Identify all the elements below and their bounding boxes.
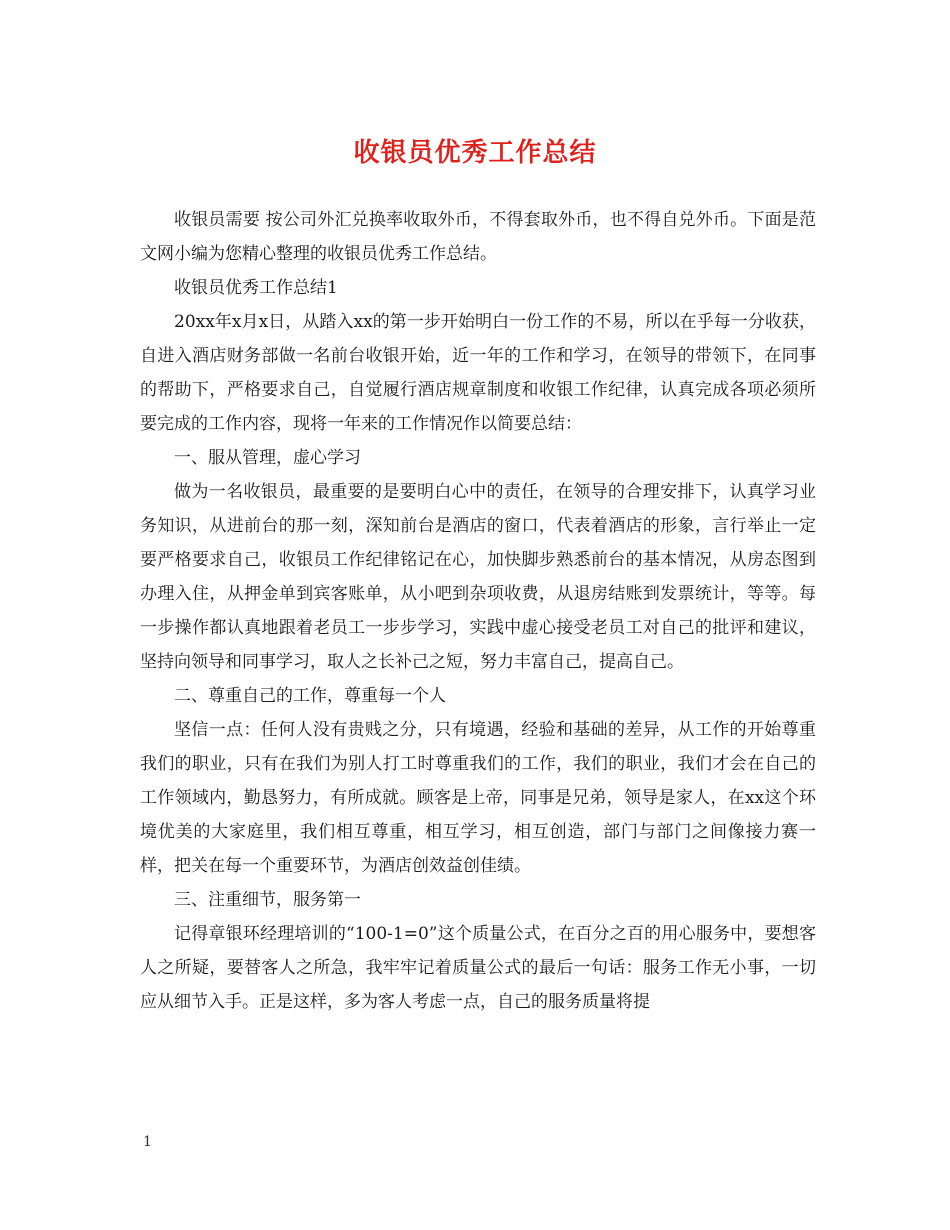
paragraph-section-2: 坚信一点：任何人没有贵贱之分，只有境遇，经验和基础的差异，从工作的开始尊重我们的职业，只有在我们为别人打工时尊重我们的工作，我们的职业，我们才会在自己的工作领域内，勤恳努力，有所成就。顾客是上帝，同事是兄弟，领导是家人，在xx这个环境优美的大家庭里，我们相互尊重，相互学习，相互创造，部门与部门之间像接力赛一样，把关在每一个重要环节，为酒店创效益创佳绩。 bbox=[140, 720, 816, 876]
section-heading-3: 三、注重细节，服务第一 bbox=[174, 890, 361, 910]
document-title: 收银员优秀工作总结 bbox=[353, 138, 597, 168]
paragraph-opening: 20xx年x月x日，从踏入xx的第一步开始明白一份工作的不易，所以在乎每一分收获，自进入酒店财务部做一名前台收银开始，近一年的工作和学习，在领导的带领下，在同事的帮助下，严格要求自己，自觉履行酒店规章制度和收银工作纪律，认真完成各项必须所要完成的工作内容，现将一年来的工作情况作以简要总结： bbox=[140, 312, 816, 434]
paragraph-section-3: 记得章银环经理培训的“100-1=0”这个质量公式，在百分之百的用心服务中，要想客人之所疑，要替客人之所急，我牢牢记着质量公式的最后一句话：服务工作无小事，一切应从细节入手。正是这样，多为客人考虑一点，自己的服务质量将提 bbox=[140, 924, 816, 1012]
document-body bbox=[140, 203, 816, 1019]
section-heading-2: 二、尊重自己的工作，尊重每一个人 bbox=[174, 686, 446, 706]
section-heading-1: 一、服从管理，虚心学习 bbox=[174, 448, 361, 468]
page-number: 1 bbox=[143, 1134, 152, 1150]
paragraph-section-1: 做为一名收银员，最重要的是要明白心中的责任，在领导的合理安排下，认真学习业务知识，从进前台的那一刻，深知前台是酒店的窗口，代表着酒店的形象，言行举止一定要严格要求自己，收银员工作纪律铭记在心，加快脚步熟悉前台的基本情况，从房态图到办理入住，从押金单到宾客账单，从小吧到杂项收费，从退房结账到发票统计，等等。每一步操作都认真地跟着老员工一步步学习，实践中虚心接受老员工对自己的批评和建议，坚持向领导和同事学习，取人之长补己之短，努力丰富自己，提高自己。 bbox=[140, 482, 816, 672]
section-heading-summary-1: 收银员优秀工作总结1 bbox=[174, 278, 338, 298]
paragraph-intro: 收银员需要 按公司外汇兑换率收取外币，不得套取外币，也不得自兑外币。下面是范文网小编为您精心整理的收银员优秀工作总结。 bbox=[140, 210, 816, 264]
